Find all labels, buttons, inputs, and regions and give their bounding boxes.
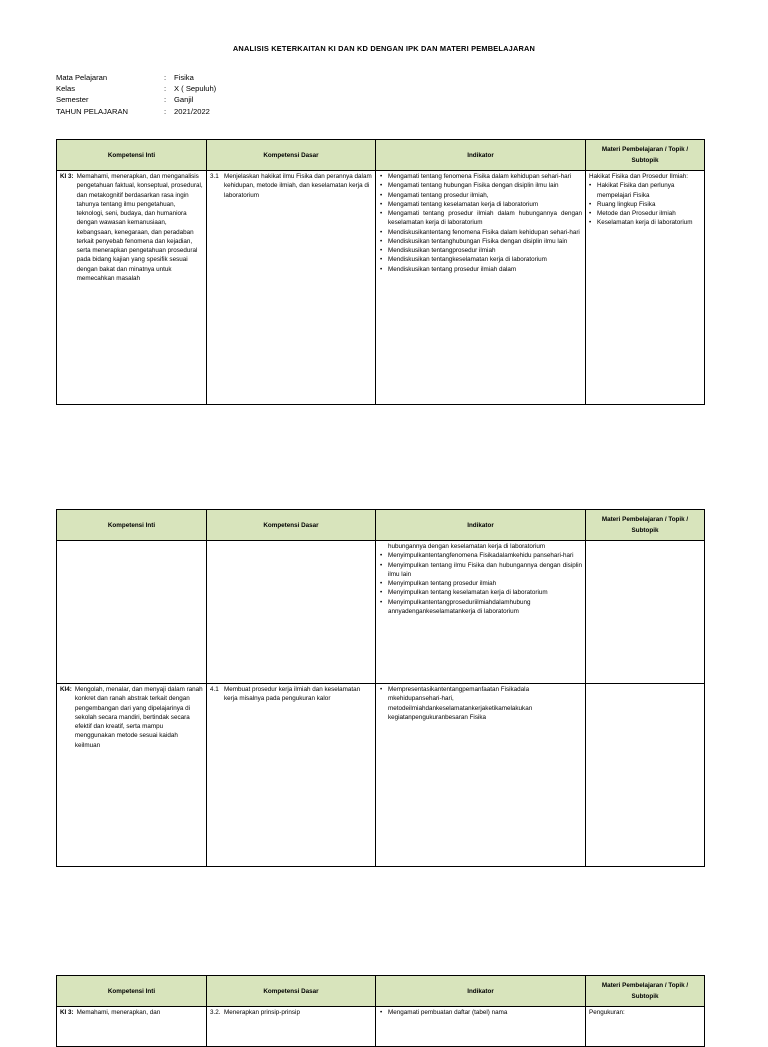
meta-colon: : — [164, 84, 167, 94]
indikator-cell — [376, 1007, 586, 1047]
meta-value: X ( Sepuluh) — [174, 84, 217, 94]
meta-label: Kelas — [56, 84, 75, 94]
meta-row-class — [56, 83, 216, 94]
ki-cell — [57, 684, 207, 867]
table-row — [57, 684, 705, 867]
materi-heading: Pengukuran: — [589, 1009, 625, 1016]
list-item: • Menyimpulkantentangfenomena Fisikadalamkehidu pansehari-hari — [379, 551, 582, 560]
list-item: • Mengamati tentang fenomena Fisika dalam kehidupan sehari-hari — [379, 172, 582, 181]
indikator-cell — [376, 171, 586, 405]
table-header-row — [57, 976, 705, 1007]
meta-row-semester — [56, 94, 216, 105]
analysis-table-3 — [56, 975, 705, 1047]
list-item: hubungannya dengan keselamatan kerja di laboratorium — [388, 543, 546, 550]
meta-colon: : — [164, 73, 167, 82]
list-item: • Mendiskusikan tentangprosedur ilmiah — [379, 246, 582, 255]
list-item: • Mengamati tentang hubungan Fisika dengan disiplin ilmu lain — [379, 181, 582, 190]
materi-cell — [586, 684, 705, 867]
ki-cell — [57, 171, 207, 405]
kd-cell — [207, 171, 376, 405]
list-item: • Mengamati tentang prosedur ilmiah, — [379, 191, 582, 200]
analysis-table-2 — [56, 509, 705, 867]
list-item: • Mengamati tentang keselamatan kerja di laboratorium — [379, 200, 582, 209]
header-kompetensi-inti: Kompetensi Inti — [57, 140, 207, 171]
ki-text: Memahami, menerapkan, dan menganalisis pengetahuan faktual, konseptual, prosedural, dan metakognitif berdasarkan rasa ingin tahunya tentang ilmu pengetahuan, teknologi, seni, budaya, dan humaniora dengan wawasan kemanusiaan, kebangsaan, kenegaraan, dan peradaban terkait penyebab fenomena dan kejadian, serta menerapkan pengetahuan prosedural pada bidang kajian yang spesifik sesuai dengan bakat dan minatnya untuk memecahkan masalah — [76, 173, 203, 282]
header-indikator: Indikator — [376, 510, 586, 541]
kd-number: 4.1 — [210, 686, 219, 693]
kd-text: Membuat prosedur kerja ilmiah dan keselamatan kerja misalnya pada pengukuran kalor — [224, 686, 361, 703]
table-row — [57, 1007, 705, 1047]
ki-code: KI4: — [60, 686, 72, 693]
kd-text: Menerapkan prinsip-prinsip — [224, 1009, 300, 1016]
materi-cell — [586, 171, 705, 405]
header-materi: Materi Pembelajaran / Topik / Subtopik — [586, 510, 705, 541]
ki-code: KI 3: — [60, 1009, 74, 1016]
ki-cell — [57, 1007, 207, 1047]
list-item: • Mendiskusikan tentanghubungan Fisika dengan disiplin ilmu lain — [379, 237, 582, 246]
meta-colon: : — [164, 95, 167, 105]
list-item: • Keselamatan kerja di laboratorium — [589, 218, 701, 227]
table-header-row — [57, 140, 705, 171]
meta-row-subject — [56, 72, 216, 83]
header-kompetensi-inti: Kompetensi Inti — [57, 976, 207, 1007]
header-materi: Materi Pembelajaran / Topik / Subtopik — [586, 976, 705, 1007]
list-item: • Mendiskusikan tentangkeselamatan kerja di laboratorium — [379, 255, 582, 264]
ki-code: KI 3: — [60, 173, 74, 180]
meta-label: Semester — [56, 95, 89, 105]
header-kompetensi-dasar: Kompetensi Dasar — [207, 140, 376, 171]
table-header-row — [57, 510, 705, 541]
kd-cell — [207, 684, 376, 867]
header-kompetensi-dasar: Kompetensi Dasar — [207, 976, 376, 1007]
meta-value: Ganjil — [174, 95, 194, 105]
header-materi: Materi Pembelajaran / Topik / Subtopik — [586, 140, 705, 171]
list-item: • Mengamati pembuatan daftar (tabel) nama — [379, 1008, 582, 1017]
indikator-cell — [376, 684, 586, 867]
materi-heading: Hakikat Fisika dan Prosedur Ilmiah: — [589, 173, 689, 180]
list-item: • Mendiskusikantentang fenomena Fisika dalam kehidupan sehari-hari — [379, 228, 582, 237]
list-item: • Menyimpulkan tentang prosedur ilmiah — [379, 579, 582, 588]
list-item: • Ruang lingkup Fisika — [589, 200, 701, 209]
kd-text: Menjelaskan hakikat ilmu Fisika dan perannya dalam kehidupan, metode ilmiah, dan keselamatan kerja di laboratorium — [224, 173, 372, 199]
list-item: • Menyimpulkantentangproseduriilmiahdalamhubung annyadengankeselamatankerja di laboratorium — [379, 598, 582, 617]
list-item: • Metode dan Prosedur ilmiah — [589, 209, 701, 218]
kd-cell — [207, 1007, 376, 1047]
header-indikator: Indikator — [376, 140, 586, 171]
list-item: • Hakikat Fisika dan perlunya mempelajari Fisika — [589, 181, 701, 200]
meta-colon: : — [164, 106, 167, 116]
meta-value: Fisika — [174, 73, 194, 82]
indikator-cell — [376, 541, 586, 684]
meta-label: TAHUN PELAJARAN — [56, 106, 129, 116]
ki-text: Mengolah, menalar, dan menyaji dalam ranah konkret dan ranah abstrak terkait dengan pengembangan dari yang dipelajarinya di sekolah secara mandiri, bertindak secara efektif dan kreatif, serta mampu menggunakan metode sesuai kaidah keilmuan — [74, 686, 203, 749]
analysis-table-1 — [56, 139, 705, 405]
document-title: ANALISIS KETERKAITAN KI DAN KD DENGAN IPK DAN MATERI PEMBELAJARAN — [232, 44, 536, 53]
table-row — [57, 171, 705, 405]
header-kompetensi-dasar: Kompetensi Dasar — [207, 510, 376, 541]
list-item: • Menyimpulkan tentang ilmu Fisika dan hubungannya dengan disiplin ilmu lain — [379, 561, 582, 580]
kd-number: 3.1 — [210, 173, 219, 180]
meta-value: 2021/2022 — [174, 106, 210, 116]
list-item: • Mempresentasikantentangpemanfaatan Fisikadala mkehidupansehari-hari, metodeilmiahdankeselamatankerjaketikamelakukan kegiatanpengukuranbesaran Fisika — [379, 685, 582, 722]
list-item: • Menyimpulkan tentang keselamatan kerja di laboratorium — [379, 588, 582, 597]
ki-cell — [57, 541, 207, 684]
meta-row-year — [56, 106, 216, 117]
kd-number: 3.2. — [210, 1009, 221, 1016]
meta-block — [56, 72, 216, 117]
header-indikator: Indikator — [376, 976, 586, 1007]
table-row — [57, 541, 705, 684]
list-item: • Mengamati tentang prosedur ilmiah dalam hubungannya dengan keselamatan kerja di laboratorium — [379, 209, 582, 228]
ki-text: Memahami, menerapkan, dan — [76, 1009, 161, 1016]
materi-cell — [586, 1007, 705, 1047]
header-kompetensi-inti: Kompetensi Inti — [57, 510, 207, 541]
meta-label: Mata Pelajaran — [56, 73, 108, 82]
list-item: • Mendiskusikan tentang prosedur ilmiah dalam — [379, 265, 582, 274]
kd-cell — [207, 541, 376, 684]
materi-cell — [586, 541, 705, 684]
